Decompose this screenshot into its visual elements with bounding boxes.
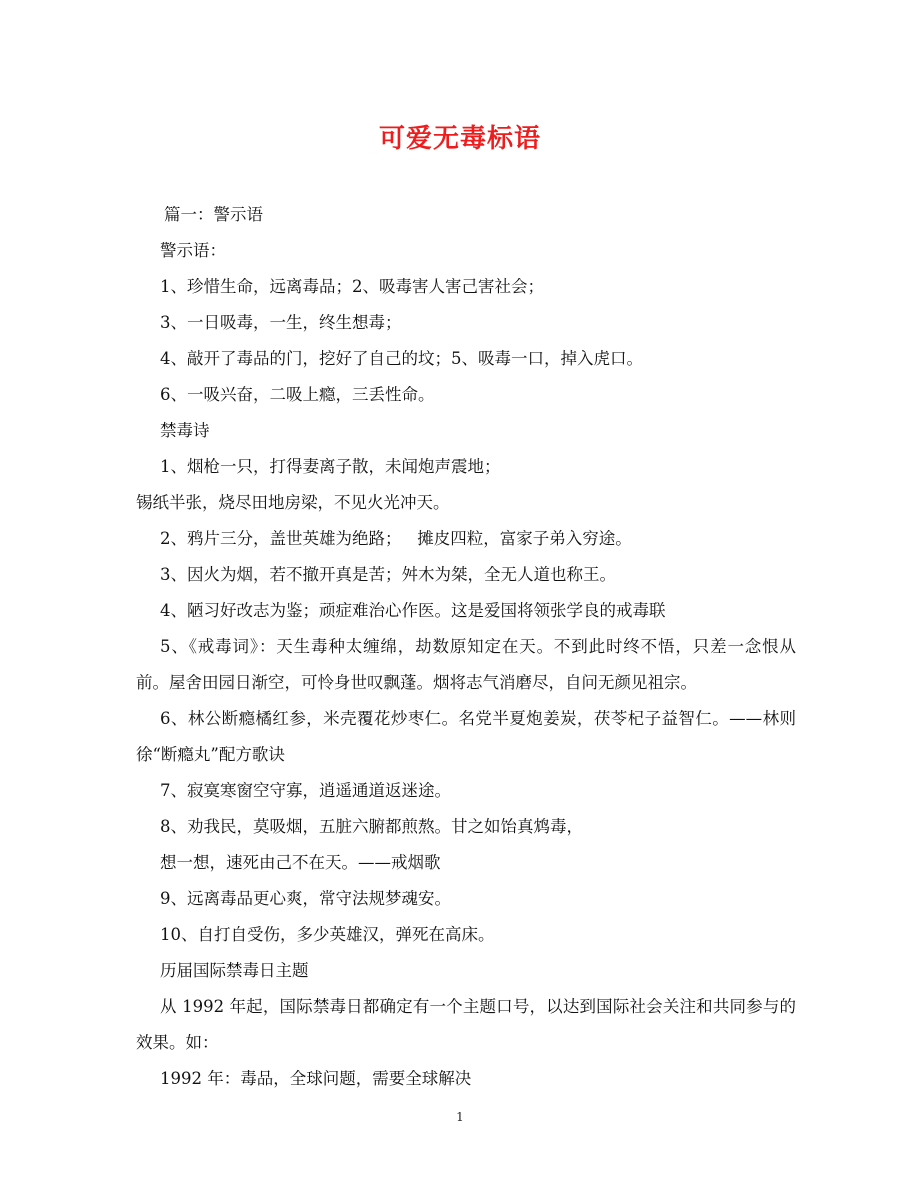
text-line: 1992 年：毒品，全球问题，需要全球解决	[160, 1069, 472, 1088]
text-line: 1、烟枪一只，打得妻离子散，未闻炮声震地；	[160, 457, 501, 476]
text-line: 想一想，速死由己不在天。——戒烟歌	[160, 853, 441, 872]
text-paragraph: 从 1992 年起，国际禁毒日都确定有一个主题口号，以达到国际社会关注和共同参与的效果。如：	[136, 997, 796, 1052]
text-line: 3、因火为烟，若不撤开真是苦；舛木为桀，全无人道也称王。	[160, 565, 616, 584]
text-line: 锡纸半张，烧尽田地房梁，不见火光冲天。	[136, 493, 450, 512]
text-line: 4、敲开了毒品的门，挖好了自己的坟；5、吸毒一口，掉入虎口。	[160, 349, 643, 368]
page-title: 可爱无毒标语	[378, 124, 541, 154]
text-line: 7、寂寞寒窗空守寡，逍遥通道返迷途。	[160, 781, 451, 800]
text-line: 3、一日吸毒，一生，终生想毒；	[160, 313, 402, 332]
document-body	[136, 197, 796, 1097]
text-line: 警示语：	[160, 241, 226, 260]
text-paragraph: 5、《戒毒词》：天生毒种太缠绵，劫数原知定在天。不到此时终不悟，只差一念恨从前。屋舍田园日渐空，可怜身世叹飘蓬。烟将志气消磨尽，自问无颜见祖宗。	[136, 637, 796, 692]
text-paragraph: 6、林公断瘾橘红参，米壳覆花炒枣仁。名党半夏炮姜炭，茯苓杞子益智仁。——林则徐“断瘾丸”配方歌诀	[136, 709, 796, 764]
page-number: 1	[456, 1110, 464, 1124]
text-line: 10、自打自受伤，多少英雄汉，弹死在高床。	[160, 925, 495, 944]
text-line: 4、陋习好改志为鉴；顽症难治心作医。这是爱国将领张学良的戒毒联	[160, 601, 666, 620]
text-line: 9、远离毒品更心爽，常守法规梦魂安。	[160, 889, 451, 908]
section-heading: 禁毒诗	[160, 421, 210, 440]
text-line: 1、珍惜生命，远离毒品；2、吸毒害人害己害社会；	[160, 277, 544, 296]
text-line: 2、鸦片三分，盖世英雄为绝路； 摊皮四粒，富家子弟入穷途。	[160, 529, 632, 548]
text-line: 8、劝我民，莫吸烟，五脏六腑都煎熬。甘之如饴真鸩毒，	[160, 817, 583, 836]
text-line: 6、一吸兴奋，二吸上瘾，三丢性命。	[160, 385, 435, 404]
section-heading: 历届国际禁毒日主题	[160, 961, 309, 980]
section-heading: 篇一：警示语	[164, 205, 263, 224]
